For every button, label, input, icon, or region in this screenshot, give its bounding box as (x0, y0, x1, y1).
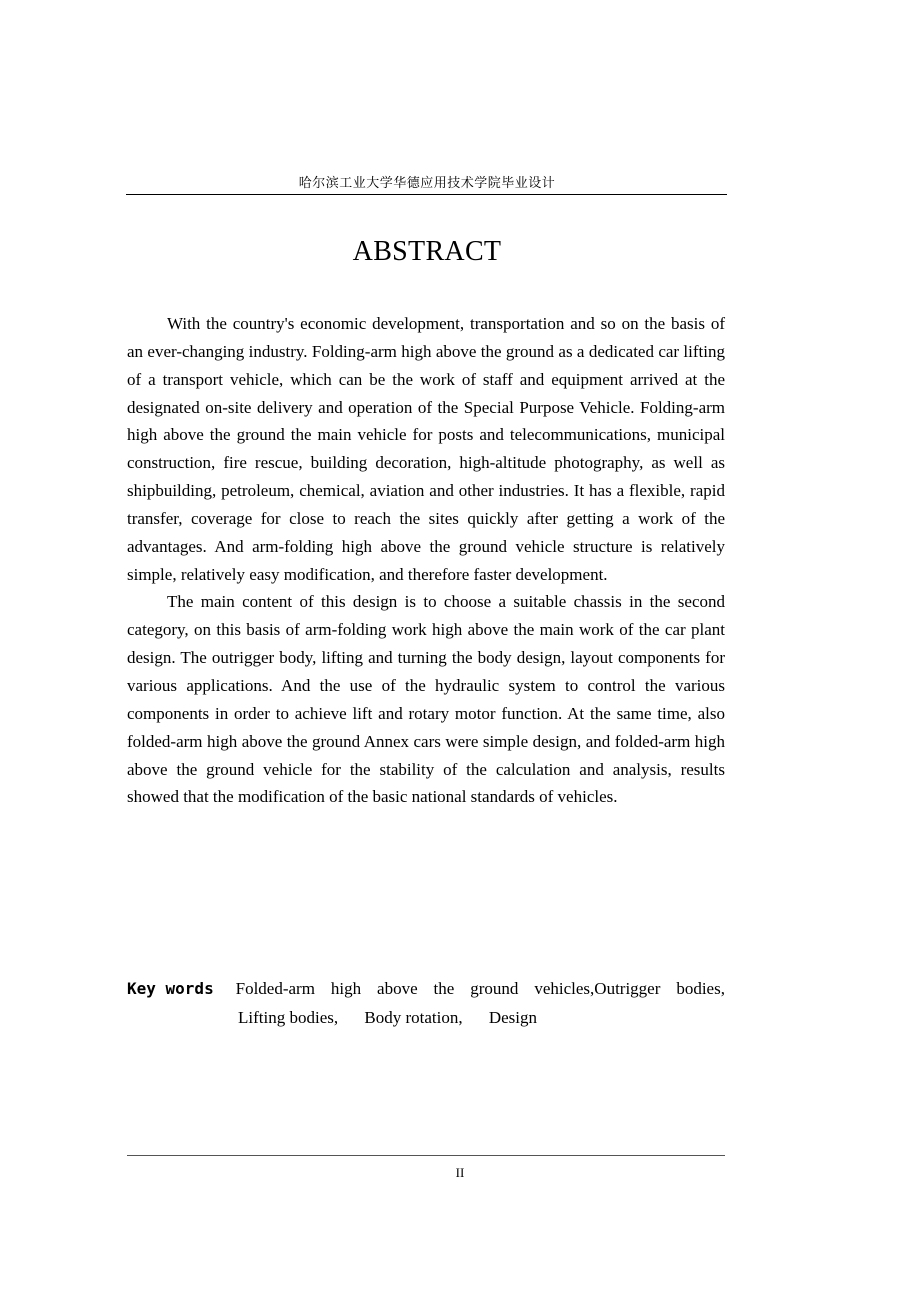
abstract-heading: ABSTRACT (352, 236, 502, 267)
keywords-line-2 (127, 1003, 725, 1032)
keyword-word: the (433, 979, 455, 998)
keyword-lifting-bodies: Lifting bodies, (238, 1008, 339, 1027)
keyword-word: high (330, 979, 362, 998)
keywords-label: Key words (127, 979, 214, 998)
keyword-word: vehicles,Outrigger (534, 979, 661, 998)
keyword-word: Folded-arm (235, 979, 315, 998)
keywords-line-1 (127, 974, 725, 1003)
abstract-paragraph-2: The main content of this design is to choose a suitable chassis in the second category, on this basis of arm-folding work high above the main work of the car plant design. The outrigger body, lifting and turning the body design, layout components for various applications. And the use of the hydraulic system to control the various components in order to achieve lift and rotary motor function. At the same time, also folded-arm high above the ground Annex cars were simple design, and folded-arm high above the ground vehicle for the stability of the calculation and analysis, results showed that the modification of the basic national standards of vehicles. (127, 592, 725, 807)
keyword-word: above (377, 979, 418, 998)
keywords-block (127, 974, 725, 1032)
page-number: II (455, 1165, 465, 1180)
abstract-paragraph-1: With the country's economic development, transportation and so on the basis of an ever-changing industry. Folding-arm high above the ground as a dedicated car lifting of a transport vehicle, which can be the work of staff and equipment arrived at the designated on-site delivery and operation of the Special Purpose Vehicle. Folding-arm high above the ground the main vehicle for posts and telecommunications, municipal construction, fire rescue, building decoration, high-altitude photography, as well as shipbuilding, petroleum, chemical, aviation and other industries. It has a flexible, rapid transfer, coverage for close to reach the sites quickly after getting a work of the advantages. And arm-folding high above the ground vehicle structure is relatively simple, relatively easy modification, and therefore faster development. (127, 314, 725, 584)
keyword-design: Design (488, 1008, 537, 1027)
page-header: 哈尔滨工业大学华德应用技术学院毕业设计 (298, 176, 556, 191)
keyword-word: ground (470, 979, 519, 998)
footer-divider (127, 1155, 725, 1156)
abstract-body (127, 310, 725, 811)
keyword-word: bodies, (676, 979, 725, 998)
header-divider (126, 194, 727, 195)
keyword-body-rotation: Body rotation, (364, 1008, 463, 1027)
